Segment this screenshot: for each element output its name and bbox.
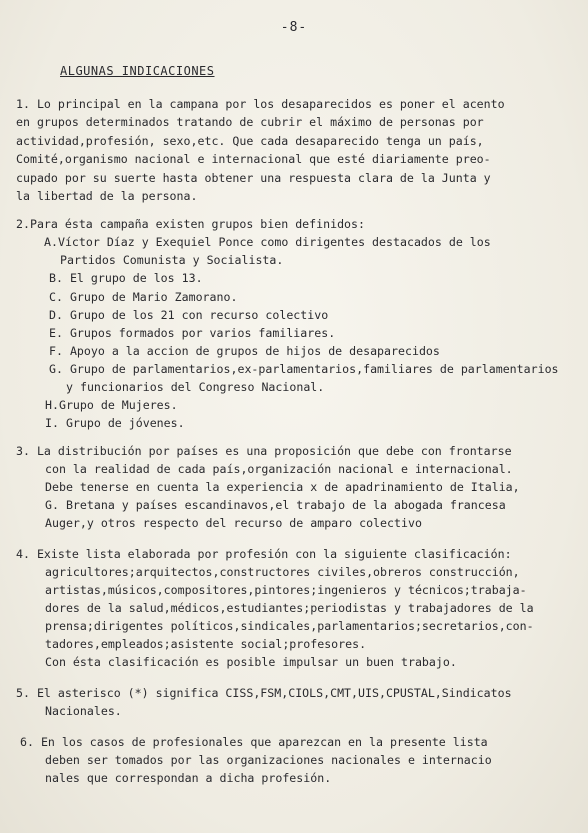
text-line: H.Grupo de Mujeres.: [45, 398, 178, 412]
text-line: y funcionarios del Congreso Nacional.: [66, 380, 325, 394]
text-line: I. Grupo de jóvenes.: [45, 416, 185, 430]
text-line: nales que correspondan a dicha profesión.: [45, 771, 332, 785]
text-line: D. Grupo de los 21 con recurso colectivo: [49, 308, 329, 322]
text-line: G. Bretana y países escandinavos,el trabajo de la abogada francesa: [45, 498, 506, 512]
page-number: -8-: [280, 20, 308, 35]
text-line: G. Grupo de parlamentarios,ex-parlamentarios,familiares de parlamentarios: [49, 362, 559, 376]
text-line: dores de la salud,médicos,estudiantes;periodistas y trabajadores de la: [45, 601, 534, 615]
text-line: C. Grupo de Mario Zamorano.: [49, 290, 238, 304]
text-line: 1. Lo principal en la campana por los desaparecidos es poner el acento: [16, 97, 505, 111]
text-line: tadores,empleados;asistente social;profesores.: [45, 637, 367, 651]
text-line: deben ser tomados por las organizaciones nacionales e internacio: [45, 753, 492, 767]
text-line: A.Víctor Díaz y Exequiel Ponce como dirigentes destacados de los: [44, 235, 491, 249]
text-line: E. Grupos formados por varios familiares.: [49, 326, 336, 340]
text-line: cupado por su suerte hasta obtener una respuesta clara de la Junta y: [16, 171, 491, 185]
text-line: F. Apoyo a la accion de grupos de hijos de desaparecidos: [49, 344, 440, 358]
text-line: en grupos determinados tratando de cubrir el máximo de personas por: [16, 115, 484, 129]
text-line: agricultores;arquitectos,constructores civiles,obreros construcción,: [45, 565, 520, 579]
text-line: 3. La distribución por países es una proposición que debe con frontarse: [16, 444, 512, 458]
text-line: Partidos Comunista y Socialista.: [60, 253, 284, 267]
section-title: ALGUNAS INDICACIONES: [60, 64, 215, 78]
text-line: 6. En los casos de profesionales que aparezcan en la presente lista: [20, 735, 488, 749]
text-line: B. El grupo de los 13.: [49, 271, 203, 285]
text-line: Nacionales.: [45, 704, 122, 718]
text-line: prensa;dirigentes políticos,sindicales,parlamentarios;secretarios,con-: [45, 619, 534, 633]
text-line: la libertad de la persona.: [16, 189, 198, 203]
text-line: 5. El asterisco (*) significa CISS,FSM,CIOLS,CMT,UIS,CPUSTAL,Sindicatos: [16, 686, 512, 700]
text-line: Con ésta clasificación es posible impulsar un buen trabajo.: [45, 655, 457, 669]
text-line: Comité,organismo nacional e internacional que esté diariamente preo-: [16, 152, 491, 166]
text-line: 4. Existe lista elaborada por profesión con la siguiente clasificación:: [16, 547, 512, 561]
text-line: actividad,profesión, sexo,etc. Que cada desaparecido tenga un país,: [16, 134, 484, 148]
text-line: con la realidad de cada país,organización nacional e internacional.: [45, 462, 513, 476]
text-line: artistas,músicos,compositores,pintores;ingenieros y técnicos;trabaja-: [45, 583, 527, 597]
text-line: Auger,y otros respecto del recurso de amparo colectivo: [45, 516, 422, 530]
text-line: Debe tenerse en cuenta la experiencia x de apadrinamiento de Italia,: [45, 480, 520, 494]
text-line: 2.Para ésta campaña existen grupos bien definidos:: [16, 217, 366, 231]
